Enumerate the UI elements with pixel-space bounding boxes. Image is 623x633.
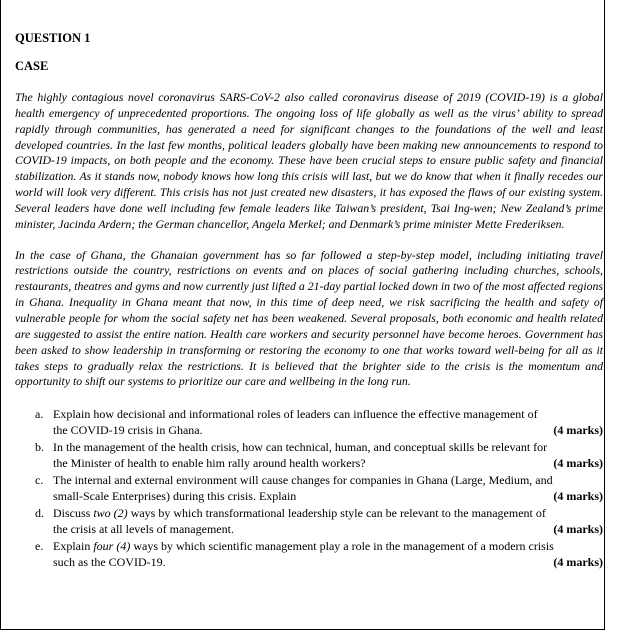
question-marks: (4 marks) bbox=[553, 555, 603, 570]
question-text-emphasis: two (2) bbox=[93, 505, 128, 520]
question-text-post: ways by which transformational leadership style can be relevant to the management of bbox=[127, 505, 546, 520]
question-item-a bbox=[15, 406, 603, 438]
question-text-line-2: such as the COVID-19. bbox=[53, 555, 166, 570]
question-item-d bbox=[15, 505, 603, 537]
question-item-b bbox=[15, 439, 603, 471]
question-item-e bbox=[15, 538, 603, 570]
question-text-line-2: small-Scale Enterprises) during this crisis. Explain bbox=[53, 489, 297, 504]
question-text-line-1 bbox=[53, 505, 603, 521]
question-letter: e. bbox=[35, 538, 44, 553]
question-letter: c. bbox=[35, 473, 44, 487]
question-text-pre: Discuss bbox=[53, 505, 94, 520]
question-letter: a. bbox=[35, 407, 44, 422]
question-text-line-1: Explain how decisional and informational roles of leaders can influence the effective management of bbox=[53, 407, 538, 422]
document-body bbox=[15, 30, 603, 571]
question-text-line-2: the COVID-19 crisis in Ghana. bbox=[53, 423, 203, 438]
question-text-line-2: the Minister of health to enable him rally around health workers? bbox=[53, 456, 366, 471]
question-marks: (4 marks) bbox=[553, 522, 603, 537]
question-letter: b. bbox=[35, 440, 44, 455]
question-text-line-1: The internal and external environment will cause changes for companies in Ghana (Large, Medium, and bbox=[53, 473, 553, 487]
question-marks: (4 marks) bbox=[553, 456, 603, 471]
question-item-c bbox=[15, 472, 603, 504]
question-text-pre: Explain bbox=[53, 538, 94, 553]
question-text-line-1 bbox=[53, 538, 603, 554]
question-text-line-1: In the management of the health crisis, how can technical, human, and conceptual skills be relevant for bbox=[53, 440, 548, 455]
question-heading: QUESTION 1 bbox=[15, 31, 91, 45]
question-marks: (4 marks) bbox=[553, 423, 603, 438]
question-text-line-2: the crisis at all levels of management. bbox=[53, 522, 234, 537]
question-letter: d. bbox=[35, 505, 44, 520]
question-list bbox=[15, 406, 603, 570]
case-heading: CASE bbox=[15, 59, 49, 73]
case-paragraph-2: In the case of Ghana, the Ghanaian government has so far followed a step-by-step model, including initiating travel restrictions outside the country, restrictions on events and on places of social gathering including churches, schools, restaurants, theatres and gyms and now currently just lifted a 21-day partial locked down in two of the most affected regions in Ghana. Inequality in Ghana meant that now, in this time of deep need, we risk sacrificing the health and safety of vulnerable people for whom the social safety net has been weakened. Several proposals, both economic and health related are suggested to assist the entire nation. Health care workers and security personnel have become heroes. Government has been asked to show leadership in transforming or restoring the economy to one that works toward well-being for all as it takes steps to gradually relax the restrictions. It is believed that the brighter side to the crisis is the momentum and opportunity to shift our systems to prioritize our care and wellbeing in the long run. bbox=[15, 247, 603, 389]
question-text-post: ways by which scientific management play a role in the management of a modern crisis bbox=[130, 538, 554, 553]
question-text-emphasis: four (4) bbox=[93, 538, 131, 553]
question-marks: (4 marks) bbox=[553, 489, 603, 504]
case-paragraph-1: The highly contagious novel coronavirus SARS-CoV-2 also called coronavirus disease of 2019 (COVID-19) is a global health emergency of unprecedented proportions. The ongoing loss of life globally as well as the virus’ ability to spread rapidly through communities, has generated a need for significant changes to the foundations of the well and least developed countries. In the last few months, political leaders globally have been making new announcements to respond to COVID-19 impacts, on both people and the economy. These have been crucial steps to ensure public safety and financial stabilization. As it stands now, nobody knows how long this crisis will last, but we do know that when it finally recedes our world will look very different. This crisis has not just created new disasters, it has exposed the flaws of our existing system. Several leaders have done well including few female leaders like Taiwan’s president, Tsai Ing-wen; New Zealand’s prime minister, Jacinda Ardern; the German chancellor, Angela Merkel; and Denmark’s prime minister Mette Frederiksen. bbox=[15, 90, 603, 231]
